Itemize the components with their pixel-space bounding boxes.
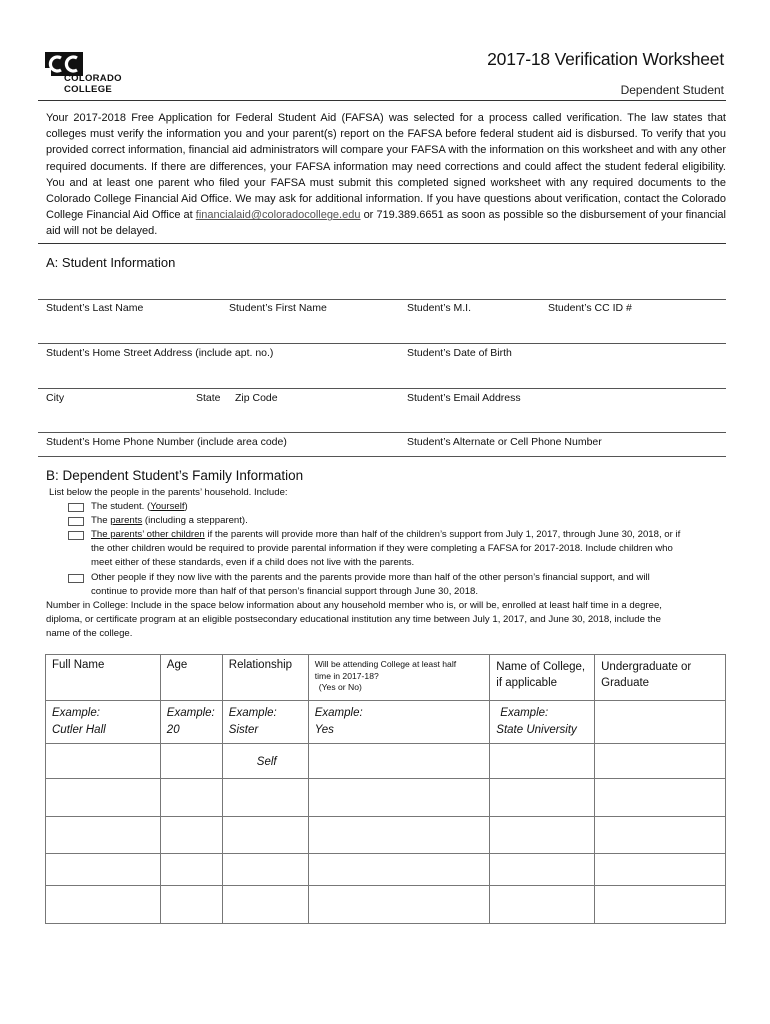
intro-paragraph	[46, 110, 726, 240]
header-full-name: Full Name	[46, 655, 161, 701]
example-age-l2: 20	[166, 724, 180, 736]
other-children-checkbox[interactable]	[68, 531, 84, 540]
mi-field[interactable]: Student’s M.I.	[407, 302, 472, 314]
college-note-line-2: diploma, or certificate program at an eligible postsecondary educational institution any time between July 1, 2017, and June 30, 2018, include the	[46, 614, 661, 625]
row-4-level[interactable]	[595, 854, 726, 886]
zip-code-field[interactable]: Zip Code	[235, 392, 278, 404]
alt-phone-field[interactable]: Student’s Alternate or Cell Phone Number	[407, 436, 602, 448]
item3-line-3: meet either of these standards, even if a child does not live with the parents.	[91, 557, 415, 568]
row-3-age[interactable]	[160, 817, 222, 854]
example-age-l1: Example:	[166, 707, 215, 719]
family-table	[45, 654, 726, 924]
example-name-l2: Cutler Hall	[52, 724, 106, 736]
row-4-college[interactable]	[490, 854, 595, 886]
college-note-line-1: Number in College: Include in the space below information about any household member who is, or will be, enrolled at least half time in a degree,	[46, 600, 662, 611]
header-attending	[308, 655, 490, 701]
header-college-l1: Name of College,	[496, 661, 586, 673]
header-relationship: Relationship	[222, 655, 308, 701]
example-relationship	[222, 701, 308, 744]
header-level-l2: Graduate	[601, 677, 650, 689]
table-row	[46, 854, 726, 886]
item3-underlined: The parents’ other children	[91, 529, 205, 540]
example-col-l1: Example:	[500, 707, 549, 719]
header-level-l1: Undergraduate or	[601, 661, 692, 673]
example-att-l2: Yes	[314, 724, 334, 736]
field-line-city	[38, 388, 726, 389]
example-rel-l1: Example:	[228, 707, 277, 719]
state-field[interactable]: State	[196, 392, 221, 404]
row-1-attending[interactable]	[308, 744, 490, 779]
section-a-divider	[38, 243, 726, 244]
item3-line-2: the other children would be required to provide parental information if they were completing a FAFSA for 2017-2018. Include children who	[91, 543, 673, 554]
logo-line-1: COLORADO	[64, 73, 122, 84]
row-3-attending[interactable]	[308, 817, 490, 854]
logo-wordmark	[64, 73, 122, 95]
example-age	[160, 701, 222, 744]
page-subtitle: Dependent Student	[620, 83, 724, 97]
home-address-field[interactable]: Student’s Home Street Address (include apt. no.)	[46, 347, 274, 359]
row-2-age[interactable]	[160, 779, 222, 817]
example-col-l2: State University	[496, 724, 577, 736]
table-row	[46, 817, 726, 854]
email-field[interactable]: Student’s Email Address	[407, 392, 521, 404]
row-4-age[interactable]	[160, 854, 222, 886]
item2-rest: (including a stepparent).	[142, 515, 248, 526]
field-line-end	[38, 456, 726, 457]
item4-line-2: continue to provide more than half of that person’s financial support through June 30, 2018.	[91, 586, 479, 597]
field-line-address	[38, 343, 726, 344]
parents-checkbox[interactable]	[68, 517, 84, 526]
example-name-l1: Example:	[52, 707, 100, 719]
number-in-college-note	[46, 599, 727, 641]
item1-underlined: Yourself	[150, 501, 185, 512]
row-2-college[interactable]	[490, 779, 595, 817]
row-2-attending[interactable]	[308, 779, 490, 817]
header-divider	[38, 100, 726, 101]
table-example-row	[46, 701, 726, 744]
row-4-attending[interactable]	[308, 854, 490, 886]
row-5-relationship[interactable]	[222, 886, 308, 924]
last-name-field[interactable]: Student’s Last Name	[46, 302, 144, 314]
row-5-age[interactable]	[160, 886, 222, 924]
row-3-college[interactable]	[490, 817, 595, 854]
list-item-other-children	[91, 528, 727, 570]
row-5-name[interactable]	[46, 886, 161, 924]
college-note-line-3: name of the college.	[46, 628, 133, 639]
logo-line-2: COLLEGE	[64, 84, 113, 95]
header-college-l2: if applicable	[496, 677, 558, 689]
household-list-intro: List below the people in the parents’ household. Include:	[49, 487, 288, 498]
row-5-college[interactable]	[490, 886, 595, 924]
example-college	[490, 701, 595, 744]
row-2-level[interactable]	[595, 779, 726, 817]
item4-line-1: Other people if they now live with the parents and the parents provide more than half of the other person’s financial support, and will	[91, 572, 650, 583]
header-age: Age	[160, 655, 222, 701]
header-college-name	[490, 655, 595, 701]
example-name	[46, 701, 161, 744]
date-of-birth-field[interactable]: Student’s Date of Birth	[407, 347, 512, 359]
cc-id-field[interactable]: Student’s CC ID #	[548, 302, 632, 314]
item2-text: The	[91, 515, 111, 526]
page-title: 2017-18 Verification Worksheet	[487, 49, 724, 69]
table-row	[46, 744, 726, 779]
row-3-name[interactable]	[46, 817, 161, 854]
financial-aid-email-link[interactable]: financialaid@coloradocollege.edu	[195, 209, 361, 222]
intro-text-1: Your 2017-2018 Free Application for Federal Student Aid (FAFSA) was selected for a process called verification. The law states that colleges must verify the information you and your parent(s) report on the FAFSA before federal student aid is disbursed. To verify that you provided correct information, financial aid administrators will compare your FAFSA with the information on this worksheet and with any other required documents. If there are differences, your FAFSA information may need corrections and could affect the student federal eligibility. You and at least one parent who filed your FAFSA must submit this completed signed worksheet with any required documents to the Colorado College Financial Aid Office. We may ask for additional information. If you have questions about verification, contact the Colorado College Financial Aid Office at	[46, 112, 726, 222]
home-phone-field[interactable]: Student’s Home Phone Number (include area code)	[46, 436, 287, 448]
table-header-row	[46, 655, 726, 701]
row-3-level[interactable]	[595, 817, 726, 854]
example-attending	[308, 701, 490, 744]
section-b-heading: B: Dependent Student’s Family Information	[46, 468, 304, 483]
item3-line-1: if the parents will provide more than half of the children’s support from July 1, 2017, through June 30, 2018, or if	[204, 529, 681, 540]
row-3-relationship[interactable]	[222, 817, 308, 854]
item1-text: The student. (	[91, 501, 151, 512]
row-1-college[interactable]	[490, 744, 595, 779]
list-item-parents	[91, 514, 248, 528]
row-1-level[interactable]	[595, 744, 726, 779]
row-1-age[interactable]	[160, 744, 222, 779]
header-attending-l3: (Yes or No)	[318, 682, 362, 692]
example-level[interactable]	[595, 701, 726, 744]
row-5-level[interactable]	[595, 886, 726, 924]
example-att-l1: Example:	[314, 707, 363, 719]
table-row	[46, 779, 726, 817]
row-1-name[interactable]	[46, 744, 161, 779]
list-item-student	[91, 500, 188, 514]
table-row	[46, 886, 726, 924]
row-1-relationship[interactable]: Self	[222, 744, 308, 779]
example-rel-l2: Sister	[228, 724, 259, 736]
row-4-relationship[interactable]	[222, 854, 308, 886]
row-4-name[interactable]	[46, 854, 161, 886]
row-2-relationship[interactable]	[222, 779, 308, 817]
city-field[interactable]: City	[46, 392, 65, 404]
section-a-heading: A: Student Information	[46, 255, 176, 270]
header-attending-l1: Will be attending College at least half	[314, 659, 457, 669]
first-name-field[interactable]: Student’s First Name	[229, 302, 327, 314]
field-line-name	[38, 299, 726, 300]
header-attending-l2: time in 2017-18?	[314, 670, 379, 681]
field-line-phone	[38, 432, 726, 433]
item2-underlined: parents	[110, 515, 143, 526]
item1-close: )	[184, 501, 188, 512]
list-item-other-people	[91, 571, 727, 599]
student-checkbox[interactable]	[68, 503, 84, 512]
header-level	[595, 655, 726, 701]
row-2-name[interactable]	[46, 779, 161, 817]
intro-text-2: or 719.389.6651 as soon as possible so the disbursement of your financial aid will not be delayed.	[46, 209, 726, 238]
row-5-attending[interactable]	[308, 886, 490, 924]
other-people-checkbox[interactable]	[68, 574, 84, 583]
